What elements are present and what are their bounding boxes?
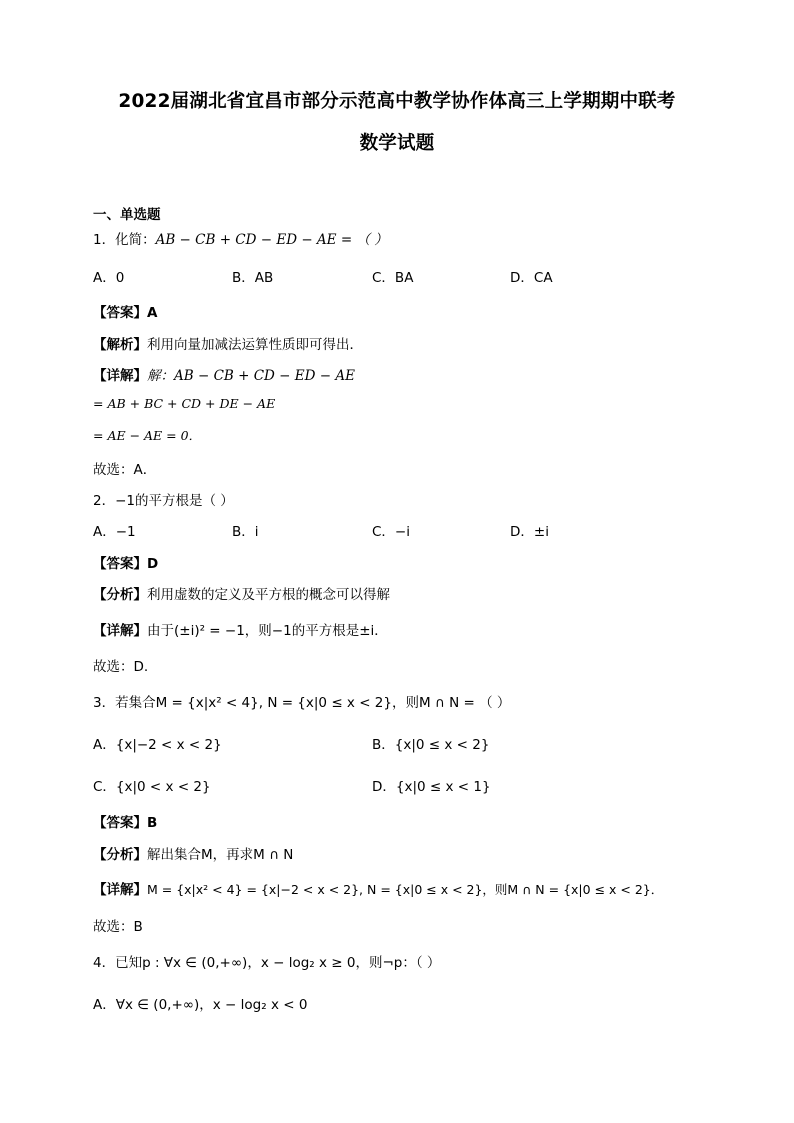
q1-detail-line2: = AB + BC + CD + DE − AE [93,396,276,411]
q3-detail-text: M = {x|x² < 4} = {x|−2 < x < 2}, N = {x|0 ≤ x < 2}，则M ∩ N = {x|0 ≤ x < 2}． [147,882,664,897]
q1-choose: 故选：A． [93,462,157,478]
q1-answer: 【答案】A [93,305,158,321]
q2-detail [93,619,388,639]
q1-analysis [93,333,363,353]
q2-option-a: A．−1 [93,524,136,540]
q2-answer: 【答案】D [93,556,159,572]
q2-option-c: C．−i [372,524,410,540]
q1-detail-line1: 解：AB − CB + CD − ED − AE [147,368,355,384]
q3-option-c: C．{x|0 < x < 2} [93,779,211,795]
q1-option-b: B．AB [232,270,274,286]
q1-detail-tag: 【详解】 [93,368,147,384]
q3-answer: 【答案】B [93,815,158,831]
q1-stem [93,228,388,248]
q1-stem-prefix: 1．化简： [93,232,156,248]
q2-option-d: D．±i [510,524,549,540]
q1-option-d: D．CA [510,270,553,286]
q1-analysis-tag: 【解析】 [93,337,147,353]
q2-analysis-text: 利用虚数的定义及平方根的概念可以得解 [147,587,390,603]
q3-option-a: A．{x|−2 < x < 2} [93,737,222,753]
q1-detail-line3: = AE − AE = 0． [93,428,202,443]
q1-analysis-text: 利用向量加减法运算性质即可得出． [147,337,363,353]
exam-title-line1: 2022届湖北省宜昌市部分示范高中教学协作体高三上学期期中联考 [118,91,676,112]
q3-choose: 故选：B [93,919,143,935]
section-heading: 一、单选题 [93,207,161,223]
q1-detail [93,364,355,384]
q3-option-d: D．{x|0 ≤ x < 1} [372,779,491,795]
q3-option-b: B．{x|0 ≤ x < 2} [372,737,490,753]
q2-detail-text: 由于(±i)² = −1，则−1的平方根是±i． [147,623,388,639]
exam-title-line2: 数学试题 [359,133,435,154]
q3-stem: 3．若集合M = {x|x² < 4}, N = {x|0 ≤ x < 2}，则M ∩ N = （ ） [93,695,511,711]
q1-option-a: A．0 [93,270,125,286]
q2-detail-tag: 【详解】 [93,623,147,639]
q4-stem: 4．已知p : ∀x ∈ (0,+∞)，x − log₂ x ≥ 0，则¬p：（ ） [93,955,441,971]
q3-detail-tag: 【详解】 [93,882,147,898]
q3-analysis [93,843,293,863]
q3-detail [93,878,663,898]
q4-option-a: A．∀x ∈ (0,+∞)，x − log₂ x < 0 [93,997,308,1013]
q2-analysis [93,583,390,603]
q1-option-c: C．BA [372,270,414,286]
q2-stem: 2．−1的平方根是（ ） [93,493,234,509]
q3-analysis-tag: 【分析】 [93,847,147,863]
q2-option-b: B．i [232,524,259,540]
q1-expression: AB − CB + CD − ED − AE = （ ） [155,232,388,248]
q3-analysis-text: 解出集合M，再求M ∩ N [147,847,294,863]
q2-analysis-tag: 【分析】 [93,587,147,603]
q2-choose: 故选：D. [93,659,149,675]
